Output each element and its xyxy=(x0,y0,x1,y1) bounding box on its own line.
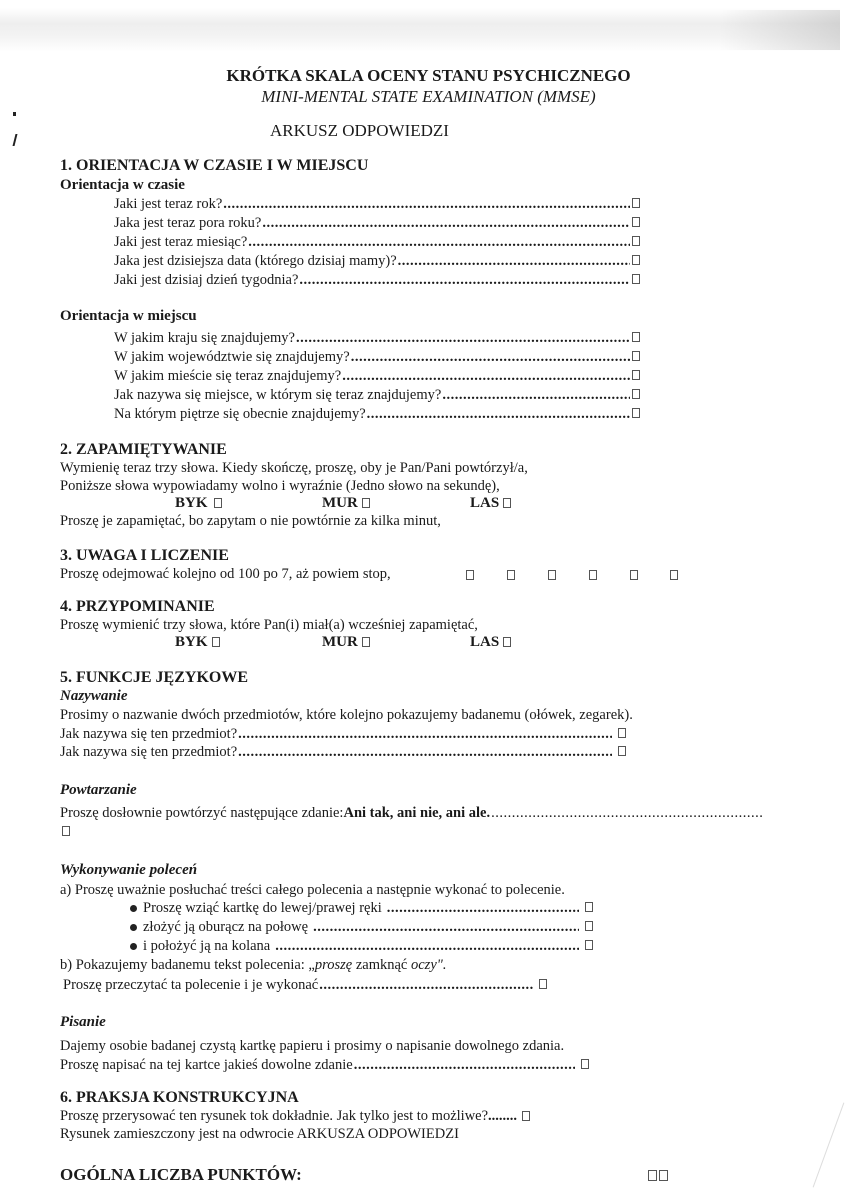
question-label: Jaki jest teraz rok? xyxy=(114,196,223,212)
dot-leader xyxy=(351,349,630,366)
scan-noise-band xyxy=(0,8,840,52)
score-checkbox[interactable] xyxy=(585,921,593,931)
question-row xyxy=(114,330,640,347)
score-checkbox[interactable] xyxy=(632,274,640,284)
word-item xyxy=(175,634,220,651)
section-3-title: 3. UWAGA I LICZENIE xyxy=(60,547,229,564)
command-row xyxy=(130,938,593,955)
word-item xyxy=(470,495,511,512)
score-checkbox[interactable] xyxy=(632,389,640,399)
document-title: KRÓTKA SKALA OCENY STANU PSYCHICZNEGO xyxy=(226,66,631,85)
score-checkbox[interactable] xyxy=(632,198,640,208)
question-row xyxy=(114,272,640,289)
question-label: W jakim mieście się teraz znajdujemy? xyxy=(114,368,342,384)
section-2-line-2: Poniższe słowa wypowiadamy wolno i wyraźnie (Jedno słowo na sekundę), xyxy=(60,478,500,494)
score-checkbox[interactable] xyxy=(632,408,640,418)
word-label: BYK xyxy=(175,634,208,650)
bullet-icon xyxy=(130,943,137,950)
question-label: Jaki jest teraz miesiąc? xyxy=(114,234,248,250)
score-checkbox[interactable] xyxy=(362,498,370,508)
writing-instruction: Dajemy osobie badanej czystą kartkę papieru i prosimy o napisanie dowolnego zdania. xyxy=(60,1038,565,1054)
subsection-time-title: Orientacja w czasie xyxy=(60,177,185,193)
dot-leader xyxy=(238,726,612,743)
word-item xyxy=(175,495,222,512)
score-checkbox[interactable] xyxy=(212,637,220,647)
score-checkbox[interactable] xyxy=(466,570,474,580)
total-score-box-tens[interactable] xyxy=(648,1170,657,1181)
dot-leader xyxy=(238,744,612,761)
score-checkbox[interactable] xyxy=(632,236,640,246)
dot-leader xyxy=(342,368,630,385)
score-checkbox[interactable] xyxy=(362,637,370,647)
commands-a-intro: a) Proszę uważnie posłuchać treści całego polecenia a następnie wykonać to polecenie. xyxy=(60,882,565,898)
score-checkbox[interactable] xyxy=(585,902,593,912)
score-checkbox[interactable] xyxy=(214,498,222,508)
word-label: LAS xyxy=(470,495,500,511)
score-checkbox[interactable] xyxy=(618,728,626,738)
command-label: Proszę przeczytać ta polecenie i je wykonać xyxy=(63,977,319,993)
section-6-item-label: Proszę przerysować ten rysunek tok dokładnie. Jak tylko jest to możliwe? xyxy=(60,1108,489,1124)
dot-leader xyxy=(491,805,764,822)
question-row xyxy=(60,726,626,743)
section-2-line-1: Wymienię teraz trzy słowa. Kiedy skończę, proszę, oby je Pan/Pani powtórzył/a, xyxy=(60,460,528,476)
b-intro-italic: oczy". xyxy=(410,957,447,973)
b-intro-italic: proszę xyxy=(314,957,353,973)
b-intro-text: b) Pokazujemy badanemu tekst polecenia: „ xyxy=(60,957,315,973)
question-row xyxy=(114,349,640,366)
b-intro-text: zamknąć xyxy=(352,957,411,973)
score-checkbox[interactable] xyxy=(632,351,640,361)
dot-leader xyxy=(354,1057,575,1074)
command-row xyxy=(130,900,593,917)
question-label: Jaka jest dzisiejsza data (którego dzisiaj mamy)? xyxy=(114,253,397,269)
dot-leader xyxy=(398,253,630,270)
score-checkbox[interactable] xyxy=(670,570,678,580)
question-label: Jaki jest dzisiaj dzień tygodnia? xyxy=(114,272,299,288)
bullet-icon xyxy=(130,924,137,931)
question-row xyxy=(114,234,640,251)
section-4-title: 4. PRZYPOMINANIE xyxy=(60,598,215,615)
command-label: i położyć ją na kolana xyxy=(143,938,271,954)
dot-leader xyxy=(262,215,630,232)
score-checkbox[interactable] xyxy=(62,826,70,836)
total-label: OGÓLNA LICZBA PUNKTÓW: xyxy=(60,1165,302,1184)
score-checkbox[interactable] xyxy=(581,1059,589,1069)
dot-leader xyxy=(275,938,579,955)
score-checkbox[interactable] xyxy=(632,370,640,380)
word-item xyxy=(470,634,511,651)
dot-leader xyxy=(367,406,630,423)
question-label: Jak nazywa się miejsce, w którym się teraz znajdujemy? xyxy=(114,387,442,403)
score-checkbox[interactable] xyxy=(618,746,626,756)
question-row xyxy=(114,215,640,232)
question-label: W jakim województwie się znajdujemy? xyxy=(114,349,350,365)
question-row xyxy=(114,196,640,213)
score-checkbox[interactable] xyxy=(503,637,511,647)
question-row xyxy=(114,387,640,404)
margin-mark xyxy=(13,134,18,146)
question-label: Jaka jest teraz pora roku? xyxy=(114,215,262,231)
command-row xyxy=(63,977,547,994)
word-item xyxy=(322,634,370,651)
dot-leader xyxy=(442,387,630,404)
repetition-row xyxy=(60,805,765,822)
word-label: MUR xyxy=(322,495,358,511)
question-row xyxy=(60,744,626,761)
score-checkbox[interactable] xyxy=(589,570,597,580)
command-label: złożyć ją oburącz na połowę xyxy=(143,919,309,935)
question-label: Jak nazywa się ten przedmiot? xyxy=(60,726,238,742)
dot-leader: ........ xyxy=(488,1108,518,1124)
word-label: LAS xyxy=(470,634,500,650)
section-4-instruction: Proszę wymienić trzy słowa, które Pan(i) miał(a) wcześniej zapamiętać, xyxy=(60,617,478,633)
subsection-place-title: Orientacja w miejscu xyxy=(60,308,197,324)
dot-leader xyxy=(387,900,579,917)
section-5-title: 5. FUNKCJE JĘZYKOWE xyxy=(60,669,249,686)
dot-leader xyxy=(296,330,630,347)
total-score-box-units[interactable] xyxy=(659,1170,668,1181)
score-checkbox[interactable] xyxy=(507,570,515,580)
subsection-repetition-title: Powtarzanie xyxy=(60,782,137,798)
margin-mark xyxy=(13,112,16,116)
commands-b-intro xyxy=(60,957,446,974)
dot-leader xyxy=(299,272,630,289)
section-2-line-3: Proszę je zapamiętać, bo zapytam o nie powtórnie za kilka minut, xyxy=(60,513,441,529)
question-row xyxy=(114,406,640,423)
score-checkbox[interactable] xyxy=(632,332,640,342)
subsection-commands-title: Wykonywanie poleceń xyxy=(60,862,198,878)
writing-row xyxy=(60,1057,589,1074)
sheet-title: ARKUSZ ODPOWIEDZI xyxy=(270,121,449,140)
command-label: Proszę wziąć kartkę do lewej/prawej ręki xyxy=(143,900,382,916)
section-6-item xyxy=(60,1108,530,1125)
dot-leader xyxy=(223,196,630,213)
section-3-instruction: Proszę odejmować kolejno od 100 po 7, aż powiem stop, xyxy=(60,566,391,582)
score-checkbox[interactable] xyxy=(632,217,640,227)
document-subtitle: MINI-MENTAL STATE EXAMINATION (MMSE) xyxy=(261,87,596,106)
word-label: BYK xyxy=(175,495,208,511)
question-row xyxy=(114,368,640,385)
question-label: Jak nazywa się ten przedmiot? xyxy=(60,744,238,760)
question-label: W jakim kraju się znajdujemy? xyxy=(114,330,295,346)
bullet-icon xyxy=(130,905,137,912)
section-6-note: Rysunek zamieszczony jest na odwrocie ARKUSZA ODPOWIEDZI xyxy=(60,1126,459,1142)
section-2-title: 2. ZAPAMIĘTYWANIE xyxy=(60,441,227,458)
word-item xyxy=(322,495,370,512)
section-6-title: 6. PRAKSJA KONSTRUKCYJNA xyxy=(60,1089,299,1106)
question-row xyxy=(114,253,640,270)
dot-leader xyxy=(248,234,630,251)
subsection-writing-title: Pisanie xyxy=(60,1014,106,1030)
command-row xyxy=(130,919,593,936)
repetition-instruction: Proszę dosłownie powtórzyć następujące zdanie: xyxy=(60,805,344,821)
score-checkbox[interactable] xyxy=(632,255,640,265)
score-checkbox[interactable] xyxy=(585,940,593,950)
score-checkbox[interactable] xyxy=(503,498,511,508)
naming-instruction: Prosimy o nazwanie dwóch przedmiotów, które kolejno pokazujemy badanemu (ołówek, zegarek). xyxy=(60,707,633,723)
section-1-title: 1. ORIENTACJA W CZASIE I W MIEJSCU xyxy=(60,157,369,174)
paper-edge-line xyxy=(813,1103,845,1188)
repetition-phrase: Ani tak, ani nie, ani ale. xyxy=(343,805,491,821)
score-checkbox[interactable] xyxy=(522,1111,530,1121)
writing-label: Proszę napisać na tej kartce jakieś dowolne zdanie xyxy=(60,1057,353,1073)
dot-leader xyxy=(313,919,579,936)
score-checkbox[interactable] xyxy=(630,570,638,580)
question-label: Na którym piętrze się obecnie znajdujemy? xyxy=(114,406,366,422)
score-checkbox[interactable] xyxy=(548,570,556,580)
word-label: MUR xyxy=(322,634,358,650)
dot-leader xyxy=(319,977,533,994)
subsection-naming-title: Nazywanie xyxy=(60,688,128,704)
score-checkbox[interactable] xyxy=(539,979,547,989)
